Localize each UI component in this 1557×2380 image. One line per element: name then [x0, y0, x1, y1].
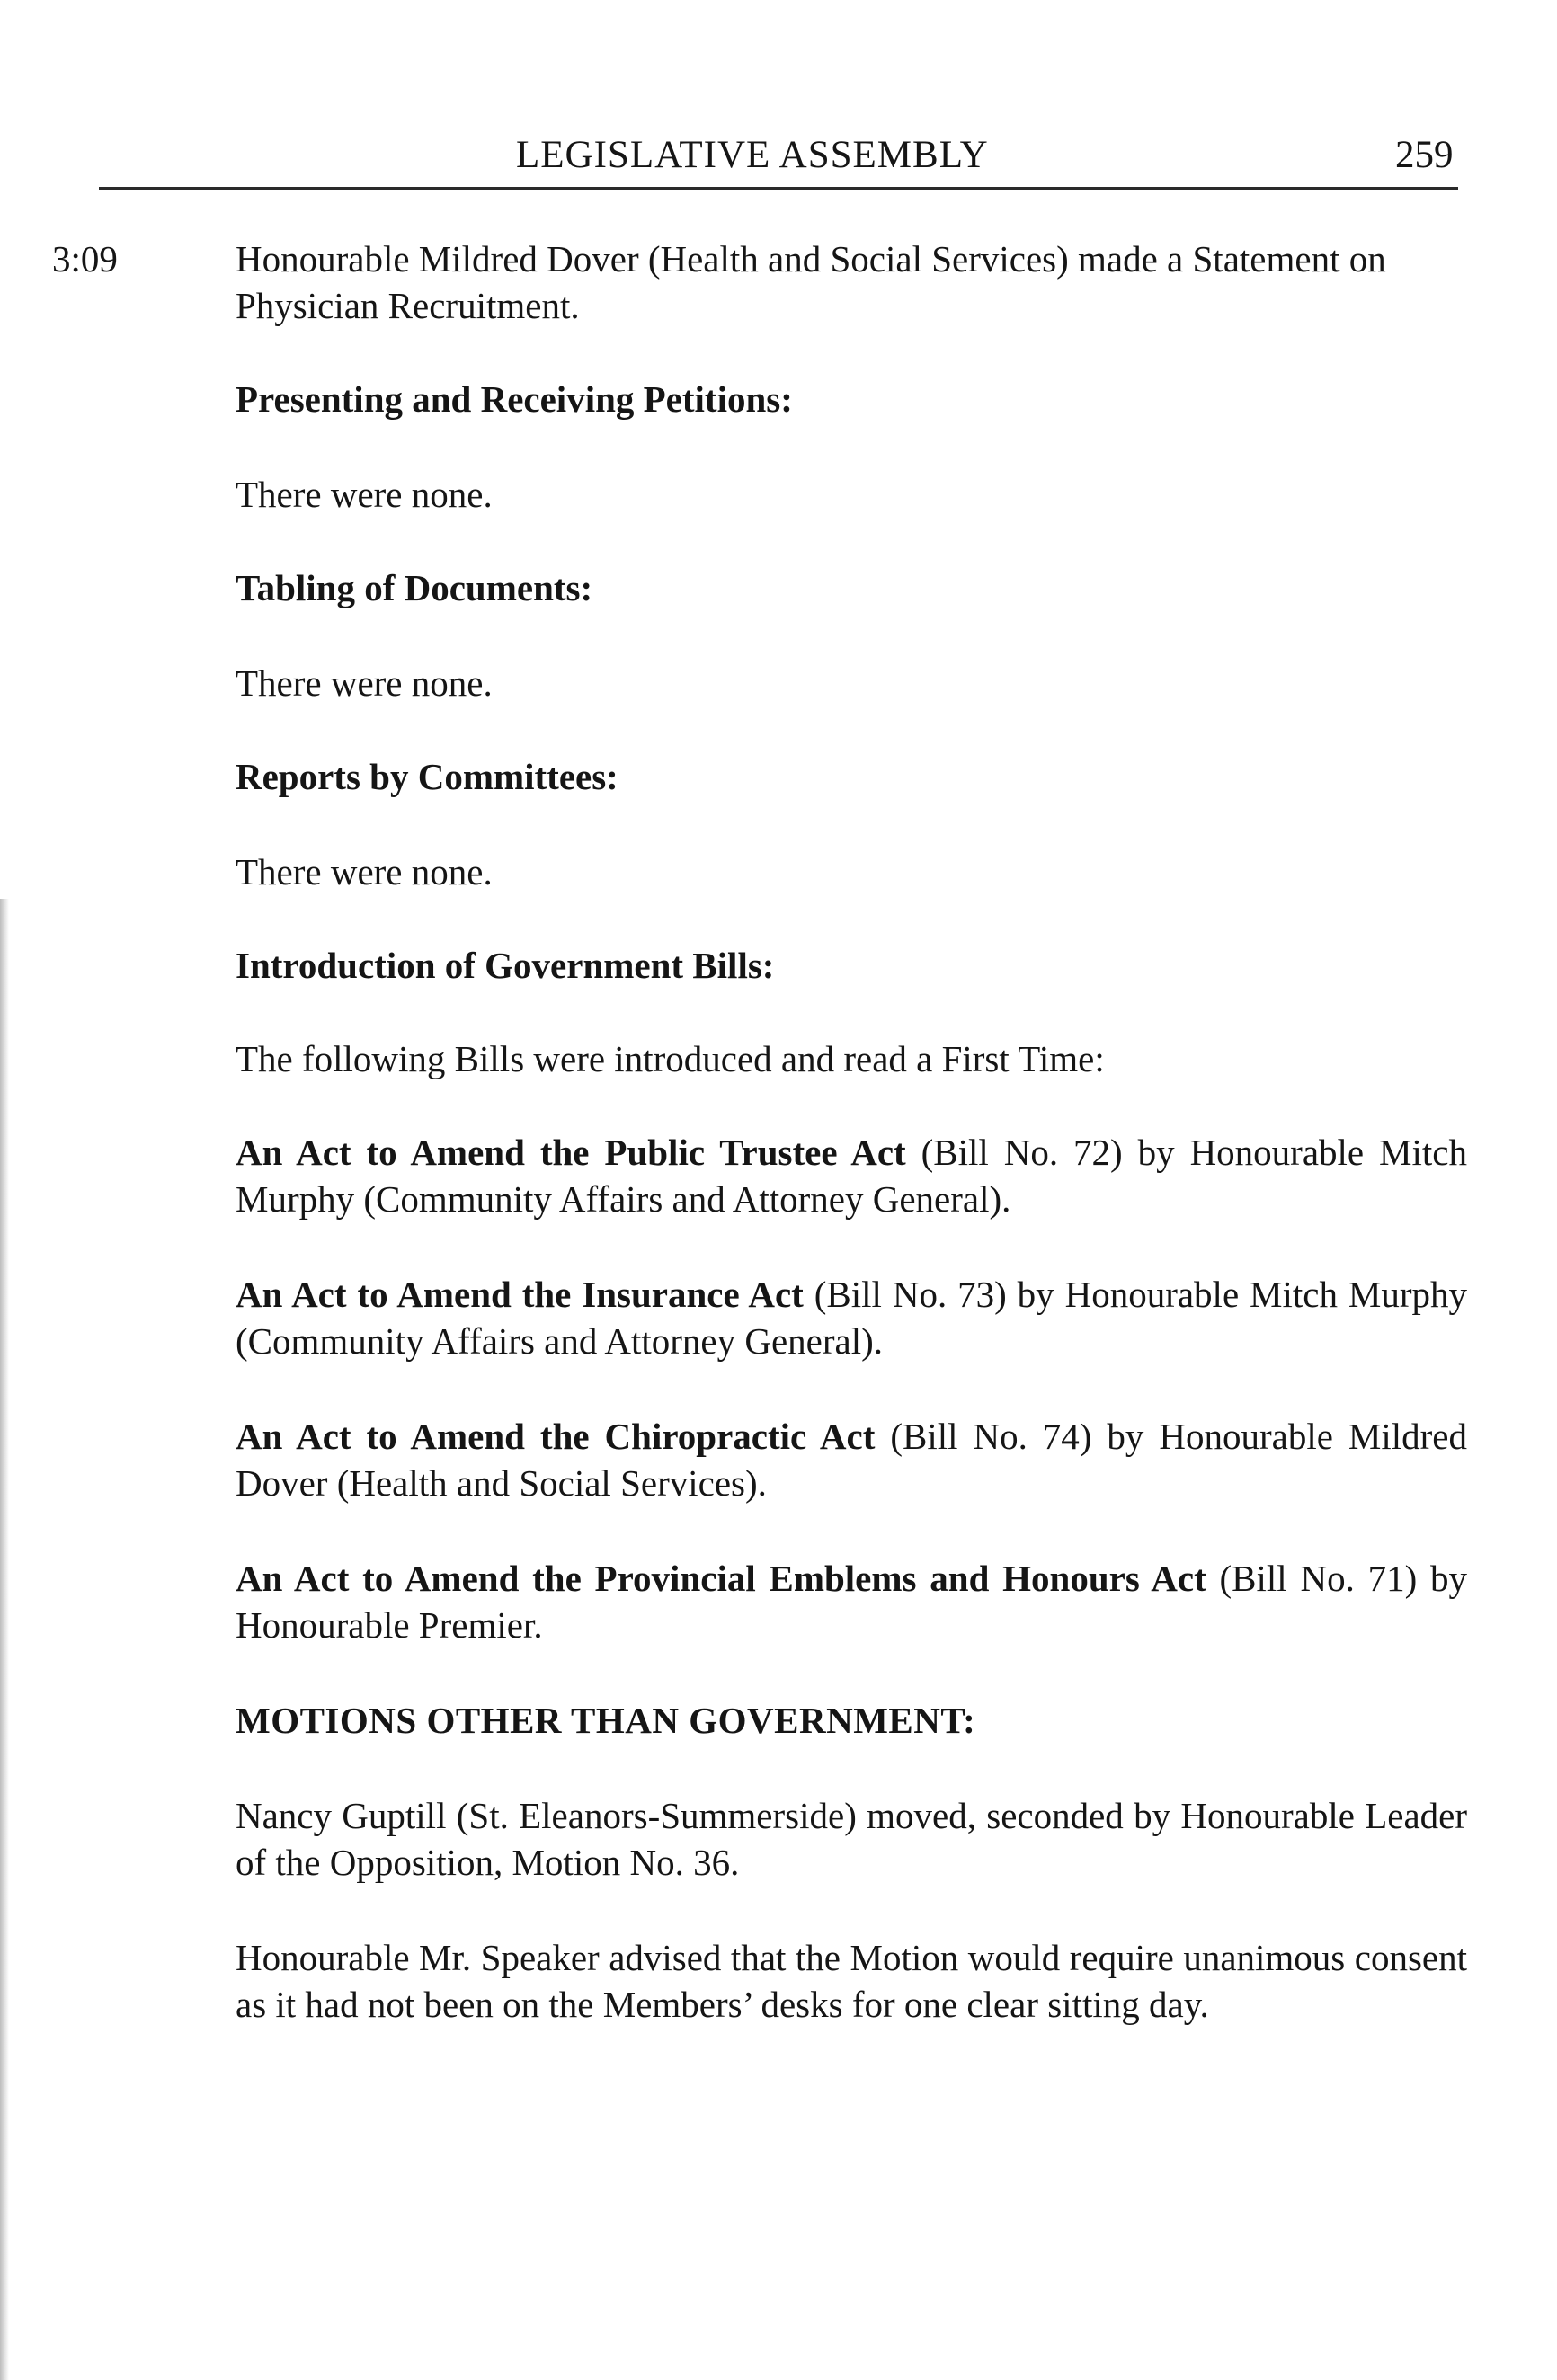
documents-heading: Tabling of Documents: — [236, 567, 593, 608]
running-header-title: LEGISLATIVE ASSEMBLY — [516, 134, 989, 176]
bill-detail: (Bill No. 72) by Honourable Mitch Murphy (Community Affairs and Attorney General). — [236, 1132, 1467, 1220]
documents-body: There were none. — [236, 662, 493, 704]
bill-title: An Act to Amend the Public Trustee Act — [236, 1132, 906, 1173]
statement-paragraph: Honourable Mildred Dover (Health and Social Services) made a Statement on Physician Recruitment. — [236, 238, 1386, 326]
bill-detail: (Bill No. 71) by Honourable Premier. — [236, 1558, 1468, 1646]
bill-entry — [236, 1555, 1467, 1648]
petitions-body: There were none. — [236, 474, 493, 515]
bill-title: An Act to Amend the Chiropractic Act — [236, 1416, 876, 1457]
header-rule — [99, 187, 1458, 190]
bill-entry — [236, 1271, 1467, 1364]
petitions-heading: Presenting and Receiving Petitions: — [236, 378, 793, 420]
bill-detail: (Bill No. 74) by Honourable Mildred Dover (Health and Social Services). — [236, 1416, 1467, 1504]
motions-heading: MOTIONS OTHER THAN GOVERNMENT: — [236, 1700, 976, 1741]
committees-heading: Reports by Committees: — [236, 756, 618, 797]
motion-paragraph: Nancy Guptill (St. Eleanors-Summerside) moved, seconded by Honourable Leader of the Opposition, Motion No. 36. — [236, 1795, 1467, 1883]
bill-entry — [236, 1129, 1467, 1222]
page-number: 259 — [1395, 134, 1454, 176]
page-edge-shadow — [0, 899, 9, 2380]
bill-detail: (Bill No. 73) by Honourable Mitch Murphy (Community Affairs and Attorney General). — [236, 1274, 1468, 1362]
bill-entry — [236, 1413, 1467, 1506]
speaker-paragraph: Honourable Mr. Speaker advised that the Motion would require unanimous consent as it had not been on the Members’ desks for one clear sitting day. — [236, 1937, 1467, 2025]
bill-title: An Act to Amend the Insurance Act — [236, 1274, 804, 1315]
entry-time: 3:09 — [52, 238, 118, 280]
committees-body: There were none. — [236, 851, 493, 892]
government-bills-heading: Introduction of Government Bills: — [236, 945, 775, 986]
bill-title: An Act to Amend the Provincial Emblems and Honours Act — [236, 1558, 1206, 1599]
government-bills-intro: The following Bills were introduced and read a First Time: — [236, 1038, 1105, 1079]
